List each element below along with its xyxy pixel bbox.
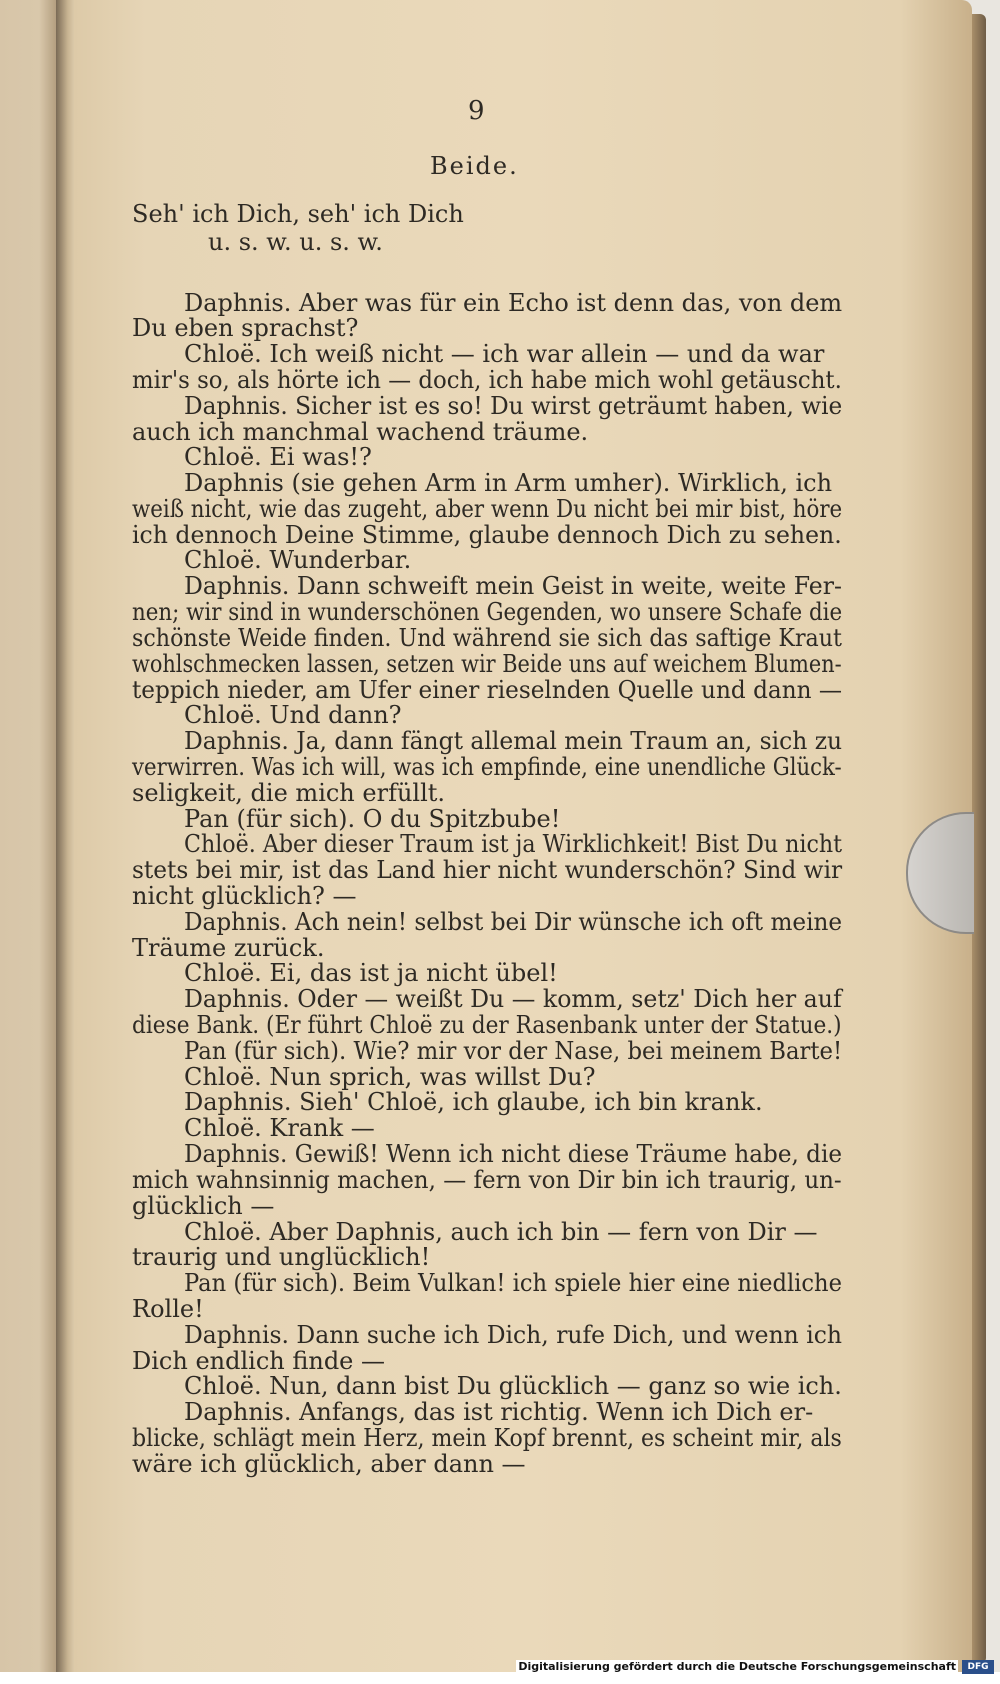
page-number: 9 — [468, 96, 485, 126]
text-line: verwirren. Was ich will, was ich empfinde, eine unendliche Glück- — [132, 753, 842, 781]
text-line: mich wahnsinnig machen, — fern von Dir bin ich traurig, un- — [132, 1166, 842, 1194]
text-line: Chloë. Aber Daphnis, auch ich bin — fern von Dir — — [184, 1218, 818, 1246]
text-line: diese Bank. (Er führt Chloë zu der Rasenbank unter der Statue.) — [132, 1011, 842, 1039]
text-line: Pan (für sich). Beim Vulkan! ich spiele hier eine niedliche — [184, 1269, 842, 1297]
text-line: Chloë. Ei, das ist ja nicht übel! — [184, 959, 558, 987]
text-line: Chloë. Wunderbar. — [184, 546, 412, 574]
text-line: Daphnis. Ach nein! selbst bei Dir wünsche ich oft meine — [184, 908, 843, 936]
text-line: wäre ich glücklich, aber dann — — [132, 1450, 526, 1478]
text-line: Chloë. Aber dieser Traum ist ja Wirklichkeit! Bist Du nicht — [184, 830, 843, 858]
text-line: Daphnis. Anfangs, das ist richtig. Wenn ich Dich er- — [184, 1398, 814, 1426]
text-line: glücklich — — [132, 1192, 275, 1220]
text-line: Chloë. Ich weiß nicht — ich war allein — und da war — [184, 340, 825, 368]
speaker-heading: Beide. — [430, 152, 519, 180]
text-line: Chloë. Nun, dann bist Du glücklich — ganz so wie ich. — [184, 1372, 842, 1400]
text-line: seligkeit, die mich erfüllt. — [132, 779, 446, 807]
text-line: Dich endlich finde — — [132, 1347, 386, 1375]
text-line: Chloë. Und dann? — [184, 701, 402, 729]
text-line: Pan (für sich). Wie? mir vor der Nase, bei meinem Barte! — [184, 1037, 843, 1065]
text-line: mir's so, als hörte ich — doch, ich habe mich wohl getäuscht. — [132, 366, 842, 394]
text-line: Rolle! — [132, 1295, 204, 1323]
text-line: Daphnis. Oder — weißt Du — komm, setz' Dich her auf — [184, 985, 842, 1013]
text-line: Chloë. Ei was!? — [184, 443, 372, 471]
text-line: Träume zurück. — [132, 934, 325, 962]
text-line: auch ich manchmal wachend träume. — [132, 418, 589, 446]
text-line: Chloë. Krank — — [184, 1114, 375, 1142]
text-line: traurig und unglücklich! — [132, 1243, 431, 1271]
text-line: Daphnis. Gewiß! Wenn ich nicht diese Träume habe, die — [184, 1140, 843, 1168]
text-line: Daphnis. Aber was für ein Echo ist denn das, von dem — [184, 289, 843, 317]
text-line: stets bei mir, ist das Land hier nicht wunderschön? Sind wir — [132, 856, 843, 884]
text-line: weiß nicht, wie das zugeht, aber wenn Du nicht bei mir bist, höre — [132, 495, 843, 523]
text-line: Daphnis. Sicher ist es so! Du wirst geträumt haben, wie — [184, 392, 843, 420]
text-line: Daphnis. Ja, dann fängt allemal mein Traum an, sich zu — [184, 727, 843, 755]
text-line: Pan (für sich). O du Spitzbube! — [184, 805, 561, 833]
text-line: Daphnis. Sieh' Chloë, ich glaube, ich bin krank. — [184, 1088, 763, 1116]
dfg-logo: DFG — [962, 1660, 994, 1674]
text-line: wohlschmecken lassen, setzen wir Beide uns auf weichem Blumen- — [132, 650, 842, 678]
verse-line: Seh' ich Dich, seh' ich Dich — [132, 200, 464, 228]
text-line: teppich nieder, am Ufer einer rieselnden Quelle und dann — — [132, 676, 843, 704]
footer-credit: Digitalisierung gefördert durch die Deutsche Forschungsgemeinschaft — [518, 1660, 956, 1673]
text-line: nicht glücklich? — — [132, 882, 357, 910]
verse-line: u. s. w. u. s. w. — [208, 228, 383, 256]
text-line: Daphnis. Dann schweift mein Geist in weite, weite Fer- — [184, 572, 842, 600]
text-line: nen; wir sind in wunderschönen Gegenden, wo unsere Schafe die — [132, 598, 843, 626]
text-line: Chloë. Nun sprich, was willst Du? — [184, 1063, 596, 1091]
text-line: blicke, schlägt mein Herz, mein Kopf brennt, es scheint mir, als — [132, 1424, 842, 1452]
text-line: Daphnis. Dann suche ich Dich, rufe Dich, und wenn ich — [184, 1321, 842, 1349]
text-line: Du eben sprachst? — [132, 314, 359, 342]
text-line: schönste Weide finden. Und während sie sich das saftige Kraut — [132, 624, 842, 652]
text-line: ich dennoch Deine Stimme, glaube dennoch Dich zu sehen. — [132, 521, 842, 549]
text-line: Daphnis (sie gehen Arm in Arm umher). Wirklich, ich — [184, 469, 833, 497]
